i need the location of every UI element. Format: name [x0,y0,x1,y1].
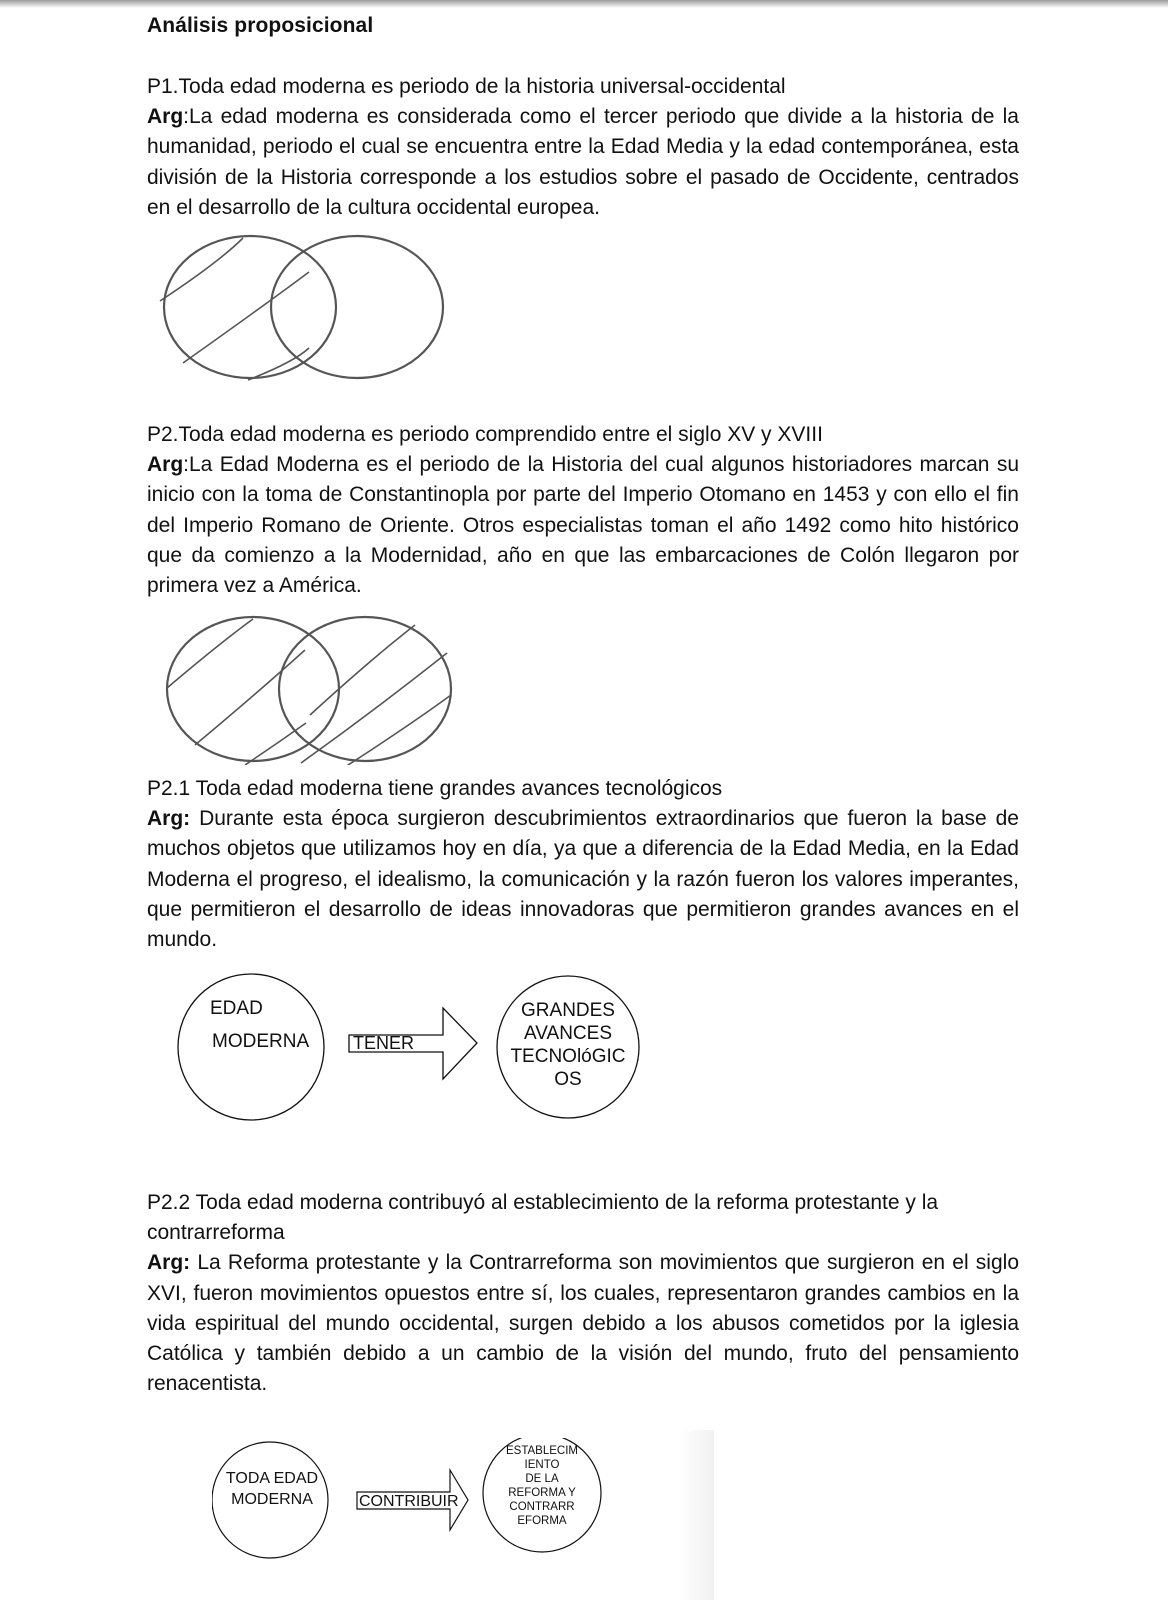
predicate-label-line: IENTO [524,1459,560,1471]
venn-circle-left [164,236,336,378]
arg-label: Arg: [147,1251,191,1275]
arg-text: :La edad moderna es considerada como el tercer periodo que divide a la historia de la humanidad, periodo el cual se encuentra entre la Edad Media y la edad contemporánea, esta división de la Historia corresponde a los estudios sobre el pasado de Occidente, centrados en el desarrollo de la cultura occidental europea. [147,105,1019,219]
subject-label-line: TODA EDAD [225,1470,319,1487]
section-p1 [147,72,1019,223]
predicate-label-line: REFORMA Y [508,1487,576,1499]
proposition-p1: P1.Toda edad moderna es periodo de la historia universal-occidental [147,75,786,98]
top-shadow [0,0,1168,8]
venn-diagram-p2 [165,615,465,765]
predicate-label-line: DE LA [525,1473,559,1485]
predicate-label-line: CONTRARR [509,1501,575,1513]
venn-circle-left [167,617,339,761]
predicate-label-line: TECNOlóGIC [510,1046,626,1067]
predicate-label-line: ESTABLECIM [506,1445,578,1457]
proposition-p2: P2.Toda edad moderna es periodo comprendido entre el siglo XV y XVIII [147,423,823,446]
image-edge-shadow [680,1430,714,1600]
document-title: Análisis proposicional [147,14,374,37]
arg-label: Arg [147,453,184,477]
subject-label-line: MODERNA [231,1491,313,1508]
section-p2-1 [147,774,1019,955]
section-p2 [147,420,1019,601]
argument-p2-2 [147,1248,1019,1399]
arg-label: Arg [147,105,184,129]
arg-text: :La Edad Moderna es el periodo de la Historia del cual algunos historiadores marcan su inicio con la toma de Constantinopla por parte del Imperio Otomano en 1453 y con ello el fin del Imperio Romano de Oriente. Otros especialistas toman el año 1492 como hito histórico que da comienzo a la Modernidad, año en que las embarcaciones de Colón llegaron por primera vez a América. [147,453,1019,598]
subject-label-line: EDAD [210,998,263,1019]
predicate-label-line: OS [554,1069,582,1090]
section-p2-2 [147,1188,1019,1399]
argument-p2 [147,450,1019,601]
predicate-label-line: AVANCES [524,1023,612,1044]
predicate-label-line: GRANDES [521,1000,615,1021]
arg-label: Arg: [147,807,191,831]
venn-diagram-p1 [159,232,459,382]
flow-diagram-p2-2 [212,1438,642,1600]
argument-p2-1 [147,804,1019,955]
argument-p1 [147,102,1019,223]
subject-label-line: MODERNA [212,1031,310,1052]
proposition-p2-1: P2.1 Toda edad moderna tiene grandes avances tecnológicos [147,777,723,800]
flow-diagram-p2-1 [177,972,647,1142]
relation-label: TENER [353,1033,415,1053]
predicate-label-line: EFORMA [517,1515,567,1527]
arg-text: La Reforma protestante y la Contrarreforma son movimientos que surgieron en el siglo XVI, fueron movimientos opuestos entre sí, los cuales, representaron grandes cambios en la vida espiritual del mundo occidental, surgen debido a los abusos cometidos por la iglesia Católica y también debido a un cambio de la visión del mundo, fruto del pensamiento renacentista. [147,1251,1019,1396]
arg-text: Durante esta época surgieron descubrimientos extraordinarios que fueron la base de muchos objetos que utilizamos hoy en día, ya que a diferencia de la Edad Media, en la Edad Moderna el progreso, el idealismo, la comunicación y la razón fueron los valores imperantes, que permitieron el desarrollo de ideas innovadoras que permitieron grandes avances en el mundo. [147,807,1019,952]
venn-circle-right [279,617,451,761]
relation-label: CONTRIBUIR [359,1493,459,1510]
proposition-p2-2: P2.2 Toda edad moderna contribuyó al establecimiento de la reforma protestante y la contrarreforma [147,1191,939,1245]
